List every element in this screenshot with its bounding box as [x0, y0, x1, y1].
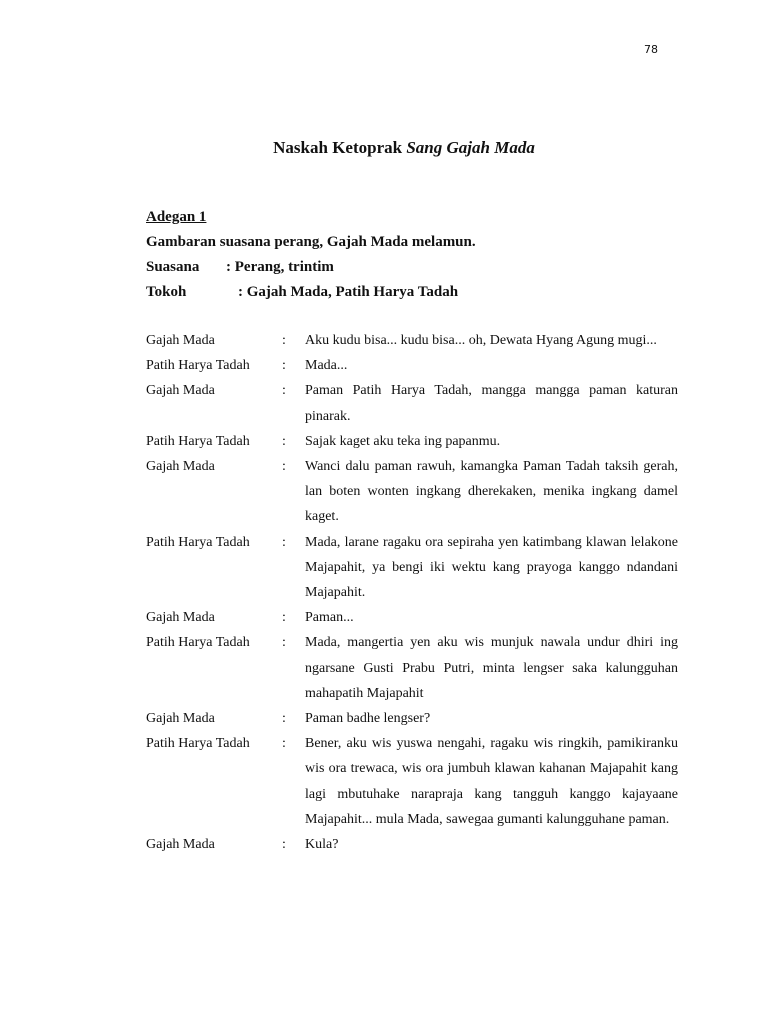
dialogue-row: [146, 605, 678, 630]
dialogue-row: [146, 429, 678, 454]
dialogue-colon: :: [282, 736, 286, 752]
dialogue-speaker: Patih Harya Tadah: [146, 358, 250, 374]
suasana-label: Suasana: [146, 259, 200, 275]
dialogue-text: Paman...: [305, 610, 354, 626]
dialogue-colon: :: [282, 433, 286, 449]
dialogue-speaker: Patih Harya Tadah: [146, 433, 250, 449]
page-number: 78: [644, 43, 658, 56]
scene-heading: Adegan 1: [146, 209, 207, 225]
dialogue-colon: :: [282, 358, 286, 374]
dialogue-speaker: Patih Harya Tadah: [146, 635, 250, 651]
dialogue-speaker: Gajah Mada: [146, 837, 215, 853]
dialogue-colon: :: [282, 459, 286, 475]
tokoh-label: Tokoh: [146, 284, 187, 300]
dialogue-speaker: Gajah Mada: [146, 333, 215, 348]
title-italic: Sang Gajah Mada: [406, 138, 535, 157]
dialogue-speaker: Gajah Mada: [146, 383, 215, 399]
dialogue-row: [146, 630, 678, 706]
dialogue-colon: :: [282, 837, 286, 853]
title-main: Naskah Ketoprak: [273, 138, 403, 157]
dialogue-text: Mada, larane ragaku ora sepiraha yen katimbang klawan lelakone Majapahit, ya bengi iki wektu kang prayoga kanggo ndandani Majapahit.: [305, 534, 678, 601]
dialogue-text: Wanci dalu paman rawuh, kamangka Paman Tadah taksih gerah, lan boten wonten ingkang dherekaken, menika ingkang damel kaget.: [305, 459, 678, 525]
dialogue-text: Mada, mangertia yen aku wis munjuk nawala undur dhiri ing ngarsane Gusti Prabu Putri, minta lengser saka kalungguhan mahapatih Majapahit: [305, 635, 678, 701]
suasana-value: : Perang, trintim: [226, 259, 334, 275]
dialogue-text: Kula?: [305, 837, 339, 853]
dialogue-row: [146, 832, 678, 857]
dialogue-colon: :: [282, 383, 286, 399]
document-title: [0, 138, 768, 158]
dialogue-colon: :: [282, 711, 286, 727]
scene-description: Gambaran suasana perang, Gajah Mada melamun.: [146, 234, 476, 250]
dialogue-text: Aku kudu bisa... kudu bisa... oh, Dewata Hyang Agung mugi...: [305, 333, 657, 348]
dialogue-text: Paman Patih Harya Tadah, mangga mangga paman katuran pinarak.: [305, 383, 678, 424]
dialogue-colon: :: [282, 635, 286, 651]
dialogue-speaker: Gajah Mada: [146, 610, 215, 626]
dialogue-text: Paman badhe lengser?: [305, 711, 431, 727]
dialogue-text: Sajak kaget aku teka ing papanmu.: [305, 433, 501, 449]
tokoh-value: : Gajah Mada, Patih Harya Tadah: [238, 284, 459, 300]
dialogue-row: [146, 530, 678, 606]
dialogue-speaker: Patih Harya Tadah: [146, 534, 250, 550]
dialogue-row: [146, 328, 678, 353]
dialogue-colon: :: [282, 610, 286, 626]
dialogue-row: [146, 378, 678, 428]
dialogue-speaker: Gajah Mada: [146, 711, 215, 727]
scene-header: [146, 205, 476, 305]
dialogue-row: [146, 731, 678, 832]
dialogue-row: [146, 454, 678, 530]
dialogue-text: Bener, aku wis yuswa nengahi, ragaku wis ringkih, pamikiranku wis ora trewaca, wis ora jumbuh klawan kahanan Majapahit kang lagi mbutuhake narapraja kang tangguh kanggo kajayaane Majapahit... mula Mada, sawegaa gumanti kalungguhane paman.: [305, 736, 678, 827]
dialogue-colon: :: [282, 534, 286, 550]
dialogue-list: [146, 328, 678, 857]
dialogue-row: [146, 353, 678, 378]
dialogue-row: [146, 706, 678, 731]
dialogue-colon: :: [282, 333, 286, 348]
dialogue-speaker: Gajah Mada: [146, 459, 215, 475]
dialogue-speaker: Patih Harya Tadah: [146, 736, 250, 752]
dialogue-text: Mada...: [305, 358, 348, 374]
